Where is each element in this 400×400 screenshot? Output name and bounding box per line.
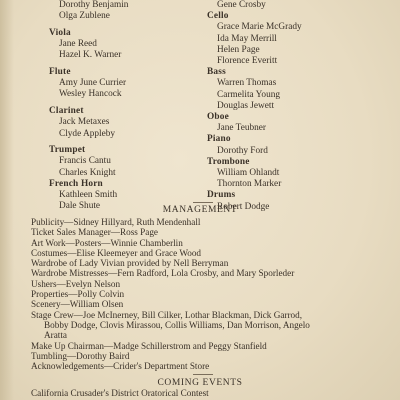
section-heading: Trumpet (49, 145, 86, 156)
member-name: Ida May Merrill (217, 33, 277, 44)
member-name: Jack Metaxes (59, 117, 110, 128)
section-clarinet (49, 106, 199, 140)
credit-line: Scenery—William Olsen (31, 299, 124, 310)
member-name: Wesley Hancock (59, 89, 122, 100)
section-heading: Trombone (207, 156, 250, 167)
section-heading: French Horn (49, 178, 103, 189)
credit-line: Ticket Sales Manager—Ross Page (31, 227, 158, 238)
member-name: Jane Reed (59, 39, 97, 50)
section-viola (49, 28, 199, 62)
section-heading: Cello (207, 11, 229, 22)
section-flute (49, 67, 199, 101)
member-name: Dale Shute (59, 201, 101, 212)
member-name: Amy June Currier (59, 78, 127, 89)
credit-line: Acknowledgements—Crider's Department Store (31, 361, 210, 372)
member-name: Francis Cantu (59, 156, 111, 167)
member-name: Hazel K. Warner (59, 50, 122, 61)
section-cello (207, 11, 357, 67)
right-group-continued (207, 0, 357, 11)
member-name: Carmelita Young (217, 89, 281, 100)
management-list (31, 217, 361, 371)
coming-events-heading: COMING EVENTS (157, 378, 243, 388)
section-heading: Oboe (207, 112, 229, 123)
credit-line: Costumes—Elise Kleemeyer and Grace Wood (31, 247, 202, 258)
member-name: Florence Everitt (217, 56, 278, 67)
divider (193, 374, 213, 375)
section-oboe (207, 112, 357, 134)
member-name: Thornton Marker (217, 179, 282, 190)
section-heading: Piano (207, 134, 231, 145)
credit-line: Properties—Polly Colvin (31, 289, 125, 300)
credit-line-continued: Aratta (44, 330, 67, 341)
section-trombone (207, 157, 357, 191)
member-name: Dorothy Benjamin (59, 0, 129, 10)
left-group-continued (49, 0, 199, 22)
member-name: Robert Dodge (217, 201, 270, 212)
credit-line: Wardrobe Mistresses—Fern Radford, Lola Crosby, and Mary Sporleder (31, 268, 295, 279)
member-name: William Ohlandt (217, 168, 280, 179)
credit-line: Ushers—Evelyn Nelson (31, 278, 121, 289)
member-name: Douglas Jewett (217, 100, 275, 111)
section-bass (207, 67, 357, 112)
section-heading: Viola (49, 27, 71, 38)
page-fold-shadow (0, 0, 14, 400)
member-name: Kathleen Smith (59, 190, 118, 201)
credit-line: Stage Crew—Joe McInerney, Bill Cilker, Lothar Blackman, Dick Garrod, (31, 309, 303, 320)
credit-line: Publicity—Sidney Hillyard, Ruth Mendenhall (31, 217, 201, 227)
management-heading: MANAGEMENT (162, 205, 238, 215)
section-heading: Bass (207, 67, 226, 78)
member-name: Olga Zublene (59, 11, 110, 22)
member-name: Charles Knight (59, 167, 116, 178)
member-name: Clyde Appleby (59, 128, 116, 139)
member-name: Helen Page (217, 44, 260, 55)
member-name: Jane Teubner (217, 123, 266, 134)
section-piano (207, 134, 357, 156)
credit-line: Art Work—Posters—Winnie Chamberlin (31, 237, 183, 248)
orchestra-left-column (49, 0, 199, 212)
section-trumpet (49, 145, 199, 179)
section-heading: Flute (49, 67, 71, 78)
section-heading: Clarinet (49, 106, 84, 117)
credit-line: Tumbling—Dorothy Baird (31, 350, 130, 361)
member-name: Gene Crosby (217, 0, 266, 10)
divider (193, 202, 213, 203)
credit-line-continued: Bobby Dodge, Clovis Mirassou, Collis Williams, Dan Morrison, Angelo (44, 319, 310, 330)
section-heading: Drums (207, 190, 236, 201)
credit-line: Wardrobe of Lady Vivian provided by Nell Berryman (31, 258, 229, 269)
member-name: Grace Marie McGrady (217, 22, 302, 33)
event-line: California Crusader's District Oratorical Contest (31, 388, 209, 398)
member-name: Warren Thomas (217, 78, 277, 89)
member-name: Dorothy Ford (217, 145, 268, 156)
credit-line: Make Up Chairman—Madge Schillerstrom and Peggy Stanfield (31, 340, 267, 351)
orchestra-right-column (207, 0, 357, 213)
